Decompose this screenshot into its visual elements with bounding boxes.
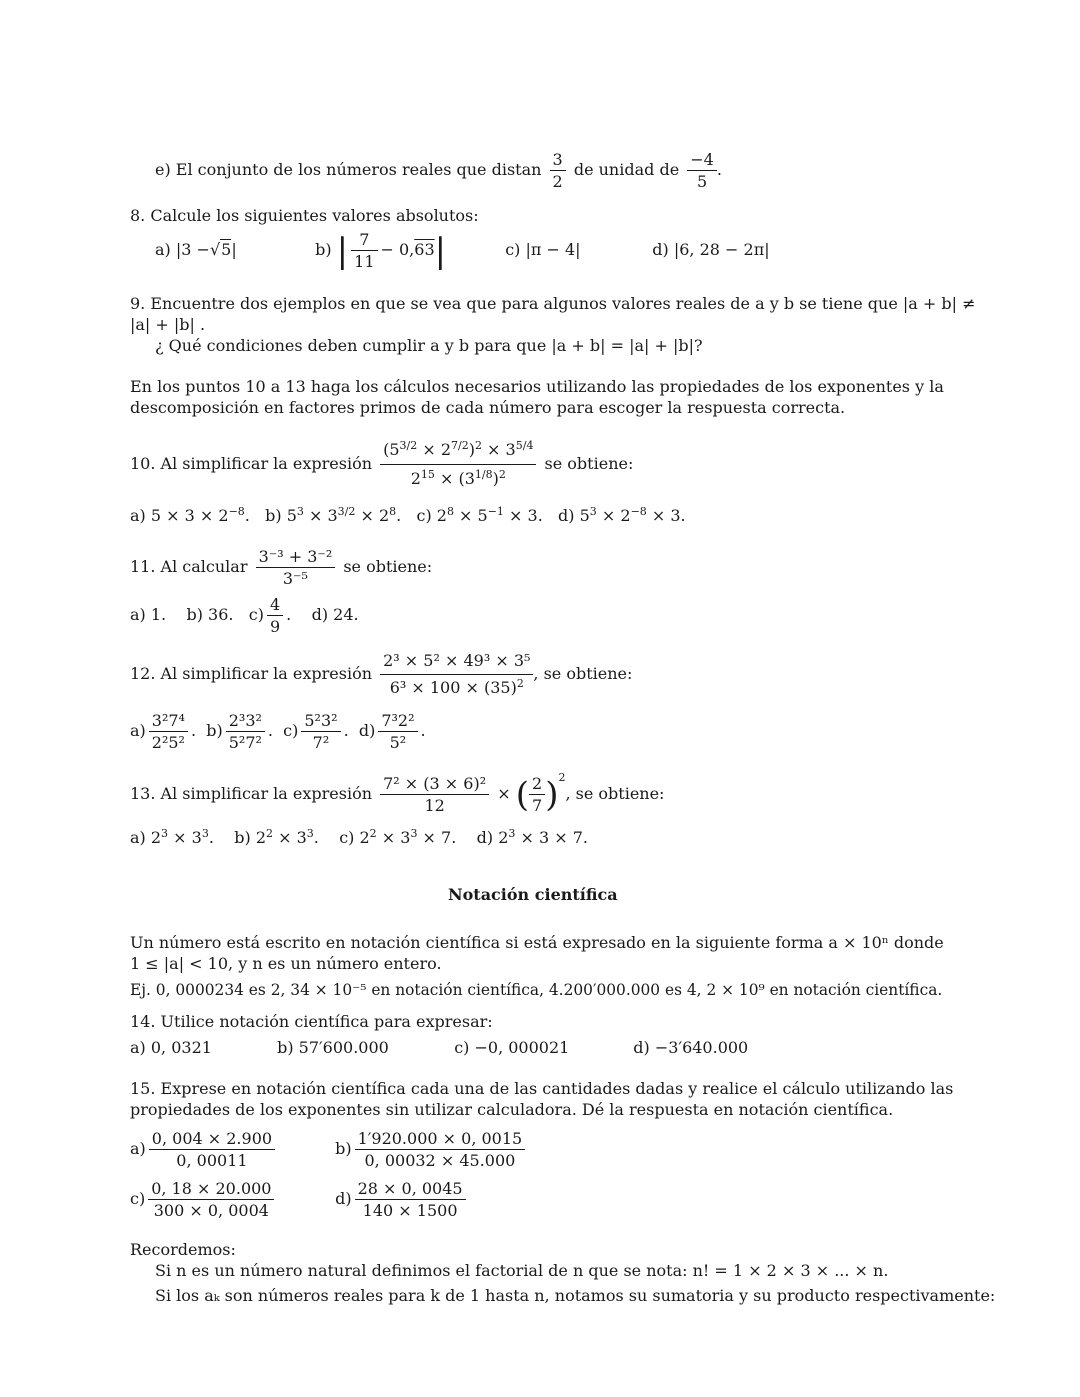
option-13b: b) $2^2 \times 3^3$. — [234, 827, 319, 847]
exercise-12-post: , se obtiene: — [533, 664, 633, 683]
abs-bar-right: | — [434, 230, 447, 271]
option-label: b) — [206, 721, 223, 740]
fraction-three-halves — [550, 150, 566, 191]
frac-den: 9 — [269, 617, 281, 636]
item-7e-mid: de unidad de — [573, 160, 680, 179]
frac-den: $2^{15} \times (3^{1/8})^2$ — [410, 468, 506, 488]
option-12b: b) $\frac{\text{2³3²}}{\text{5²7²}}$ . — [206, 711, 273, 752]
fraction — [149, 711, 188, 752]
exercise-15-line2: propiedades de los exponentes sin utilizar calculadora. Dé la respuesta en notación científica. — [130, 1100, 894, 1119]
option-8a — [155, 228, 310, 272]
repeating-decimal: 63 — [414, 240, 435, 259]
option-12d: d) $\frac{\text{7³2²}}{\text{5²}}$ . — [358, 711, 426, 752]
option-10b: b) $5^3 \times 3^{3/2} \times 2^8$. — [265, 505, 402, 525]
exercise-10-pre: 10. Al simplificar la expresión — [130, 454, 373, 473]
radicand: 5 — [221, 240, 232, 259]
option-label: a) — [130, 1139, 146, 1158]
exercise-13-statement: 13. Al simplificar la expresión $\frac{\text{7² × (3 × 6)²}}{12}$ × ( $\frac{2}{7}$ )$^2$, se obtiene: — [130, 771, 665, 815]
option-label: c) — [283, 721, 299, 740]
paren-close: ) — [545, 774, 559, 815]
frac-den: 7² — [312, 733, 330, 752]
option-11a: a) 1. — [130, 605, 167, 624]
square-root: √5 — [209, 240, 232, 259]
paren-open: ( — [515, 774, 529, 815]
frac-num: 3⁻³ + 3⁻² — [256, 547, 336, 568]
frac-den: 5 — [696, 172, 708, 191]
frac-num: 2³3² — [226, 711, 265, 732]
abs-bar-left: | — [336, 230, 349, 271]
fraction-minus-four-fifths — [687, 150, 717, 191]
section-title: Notación científica — [448, 885, 618, 904]
den-text: 6³ × 100 × (35) — [389, 678, 517, 697]
frac-den: 2 — [552, 172, 563, 191]
option-14c: c) −0, 000021 — [454, 1038, 570, 1057]
frac-den: 140 × 1500 — [362, 1201, 458, 1220]
item-7e-pre: e) El conjunto de los números reales que distan — [155, 160, 542, 179]
frac-num: 2³ × 5² × 49³ × 3⁵ — [380, 649, 533, 675]
fraction — [149, 1129, 275, 1170]
frac-den: 12 — [424, 796, 445, 815]
option-label: b) — [335, 1139, 352, 1158]
exercise-13-expression — [380, 774, 489, 815]
exercise-10-expression — [380, 437, 536, 492]
exercise-14-options — [130, 1038, 748, 1058]
option-15b — [335, 1127, 528, 1171]
frac-den: $6^3 \times 100 \times (35)^2$ — [389, 677, 524, 697]
option-label: d) — [335, 1189, 352, 1208]
option-15a — [130, 1127, 330, 1171]
option-15d — [335, 1177, 469, 1221]
exercise-15-row1 — [130, 1127, 528, 1171]
exercise-11-post: se obtiene: — [343, 557, 433, 576]
option-label: c) — [130, 1189, 146, 1208]
recall-factorial: Si n es un número natural definimos el factorial de n que se nota: n! = 1 × 2 × 3 × ... × n. — [155, 1261, 889, 1280]
times-sign: × — [497, 784, 511, 803]
option-10c: c) $2^8 \times 5^{-1} \times 3$. — [416, 505, 543, 525]
frac-num: 1′920.000 × 0, 0015 — [355, 1129, 526, 1150]
item-7e-post: . — [716, 160, 722, 179]
frac-den: 7 — [532, 796, 543, 815]
exercise-9-line2: |a| + |b| . — [130, 315, 206, 334]
option-11c — [248, 595, 292, 636]
exercise-11-statement — [130, 544, 432, 590]
frac-den: 11 — [354, 252, 375, 271]
exercise-13-post: , se obtiene: — [565, 784, 665, 803]
exercise-12-expression — [380, 649, 533, 700]
item-7e — [155, 148, 722, 192]
option-13c: c) $2^2 \times 3^3 \times 7$. — [339, 827, 457, 847]
fraction — [355, 1129, 526, 1170]
option-11d: d) 24. — [311, 605, 359, 624]
frac-num: 5²3² — [301, 711, 340, 732]
exercise-15-row2 — [130, 1177, 469, 1221]
option-15c — [130, 1177, 330, 1221]
sci-definition-line1: Un número está escrito en notación científica si está expresado en la siguiente forma a × 10ⁿ donde — [130, 933, 944, 952]
option-13d: d) $2^3 \times 3 \times 7$. — [476, 827, 588, 847]
fraction-seven-elevenths — [351, 230, 377, 271]
frac-num: $(5^{3/2} \times 2^{7/2})^2 \times 3^{5/4}$ — [380, 437, 536, 465]
exercise-10-post: se obtiene: — [544, 454, 634, 473]
intro-10-13-line2: descomposición en factores primos de cada número para escoger la respuesta correcta. — [130, 398, 846, 417]
intro-10-13-line1: En los puntos 10 a 13 haga los cálculos necesarios utilizando las propiedades de los exponentes y la — [130, 377, 944, 396]
exercise-11-pre: 11. Al calcular — [130, 557, 248, 576]
frac-num: 7 — [351, 230, 377, 251]
exercise-10-options — [130, 506, 686, 526]
option-12a: a) $\frac{\text{3²7⁴}}{\text{2²5²}}$ . — [130, 711, 197, 752]
option-14a: a) 0, 0321 — [130, 1038, 212, 1057]
frac-den: 3⁻⁵ — [282, 569, 308, 588]
exercise-9-line3: ¿ Qué condiciones deben cumplir a y b para que |a + b| = |a| + |b|? — [155, 336, 703, 355]
abs-open: |3 − — [175, 240, 210, 259]
exercise-8-statement: 8. Calcule los siguientes valores absolutos: — [130, 206, 479, 225]
fraction-four-ninths — [267, 595, 283, 636]
option-14d: d) −3′640.000 — [633, 1038, 749, 1057]
exercise-15-line1: 15. Exprese en notación científica cada una de las cantidades dadas y realice el cálculo utilizando las — [130, 1079, 954, 1098]
frac-num: 3 — [550, 150, 566, 171]
option-12c: c) $\frac{\text{5²3²}}{\text{7²}}$ . — [283, 711, 349, 752]
period: . — [286, 605, 292, 624]
frac-num: 0, 004 × 2.900 — [149, 1129, 275, 1150]
option-13a: a) $2^3 \times 3^3$. — [130, 827, 214, 847]
fraction — [378, 711, 417, 752]
minus-zero: − 0, — [380, 240, 415, 259]
option-11b: b) 36. — [186, 605, 234, 624]
sci-example: Ej. 0, 0000234 es 2, 34 × 10⁻⁵ en notación científica, 4.200′000.000 es 4, 2 × 10⁹ en notación científica. — [130, 981, 943, 999]
option-8b — [315, 228, 500, 272]
frac-num: 7² × (3 × 6)² — [380, 774, 489, 795]
option-label: c) — [248, 605, 264, 624]
frac-den: 5² — [389, 733, 407, 752]
exercise-13-pre: 13. Al simplificar la expresión — [130, 784, 373, 803]
option-label: a) — [130, 721, 146, 740]
frac-num: 3²7⁴ — [149, 711, 188, 732]
option-10d: d) $5^3 \times 2^{-8} \times 3$. — [558, 505, 686, 525]
option-label: b) — [315, 240, 332, 259]
frac-den: 0, 00011 — [176, 1151, 248, 1170]
option-14b: b) 57′600.000 — [277, 1038, 389, 1057]
frac-num: 2 — [529, 774, 545, 795]
option-label: a) — [155, 240, 171, 259]
exercise-12-statement — [130, 648, 632, 700]
frac-den: 300 × 0, 0004 — [153, 1201, 269, 1220]
exercise-8-options — [155, 228, 855, 272]
exercise-12-options — [130, 708, 426, 754]
exercise-14-statement: 14. Utilice notación científica para expresar: — [130, 1012, 493, 1031]
exercise-11-options — [130, 594, 359, 636]
option-8d: d) |6, 28 − 2π| — [652, 240, 770, 259]
frac-den: 5²7² — [228, 733, 262, 752]
option-8c: c) |π − 4| — [505, 240, 581, 259]
frac-den: 2²5² — [151, 733, 185, 752]
recall-sum-product: Si los aₖ son números reales para k de 1 hasta n, notamos su sumatoria y su producto respectivamente: — [155, 1286, 996, 1305]
fraction — [226, 711, 265, 752]
exercise-11-expression — [256, 547, 336, 588]
option-label: d) — [358, 721, 376, 740]
frac-num: 7³2² — [378, 711, 417, 732]
fraction — [355, 1179, 466, 1220]
sci-definition-line2: 1 ≤ |a| < 10, y n es un número entero. — [130, 954, 442, 973]
exercise-9-line1: 9. Encuentre dos ejemplos en que se vea que para algunos valores reales de a y b se tiene que |a + b| ≠ — [130, 294, 976, 313]
recall-title: Recordemos: — [130, 1240, 236, 1259]
exercise-12-pre: 12. Al simplificar la expresión — [130, 664, 373, 683]
exercise-13-options — [130, 828, 588, 848]
option-10a: a) $5 \times 3 \times 2^{-8}$. — [130, 505, 250, 525]
fraction — [148, 1179, 274, 1220]
fraction-two-sevenths — [529, 774, 545, 815]
frac-num: 4 — [267, 595, 283, 616]
frac-den: 0, 00032 × 45.000 — [364, 1151, 516, 1170]
fraction — [301, 711, 340, 752]
frac-num: 28 × 0, 0045 — [355, 1179, 466, 1200]
frac-num: −4 — [687, 150, 717, 171]
abs-close: | — [231, 240, 237, 259]
frac-num: 0, 18 × 20.000 — [148, 1179, 274, 1200]
exercise-10-statement — [130, 436, 633, 492]
